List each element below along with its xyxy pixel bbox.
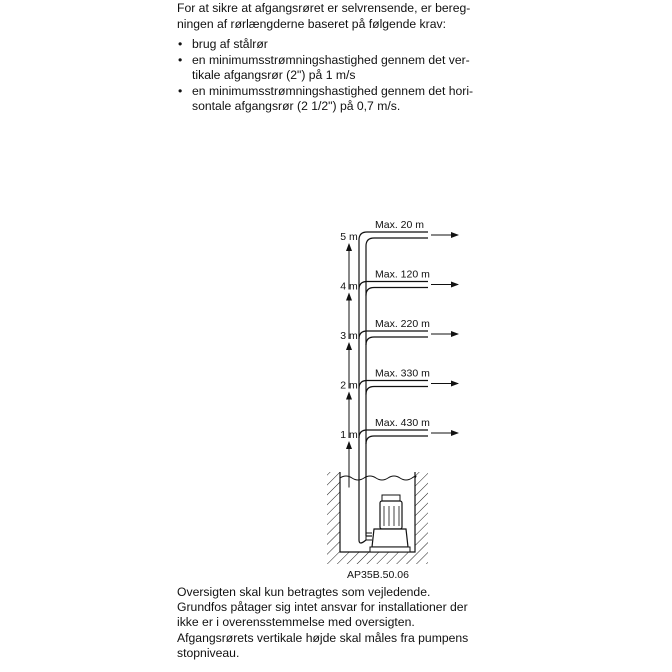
height-label: 4 m xyxy=(340,280,358,293)
pipe-inner-wall xyxy=(366,387,428,395)
pipe-network xyxy=(359,219,458,543)
max-length-label: Max. 220 m xyxy=(375,318,430,330)
notes-paragraph xyxy=(177,585,468,661)
note-line: Grundfos påtager sig intet ansvar for installationer der xyxy=(177,600,468,615)
list-item-line: en minimumsstrømningshastighed gennem det ver- xyxy=(192,52,470,67)
pipe-inner-wall xyxy=(366,238,428,246)
pipe-branch xyxy=(359,269,458,296)
pump-handle xyxy=(382,495,400,501)
height-label: 1 m xyxy=(340,429,358,441)
note-line: Oversigten skal kun betragtes som vejledende. xyxy=(177,585,431,599)
max-length-label: Max. 430 m xyxy=(375,417,430,429)
intro-line: ningen af rørlængderne baseret på følgende krav: xyxy=(177,16,446,31)
max-length-label: Max. 120 m xyxy=(375,268,430,281)
pit-wall-left xyxy=(327,472,340,552)
pipe-branch xyxy=(359,417,458,444)
bullet-icon: • xyxy=(178,37,183,51)
height-label: 5 m xyxy=(340,231,358,243)
intro-line: For at sikre at afgangsrøret er selvrensende, er bereg- xyxy=(177,1,471,15)
list-item-line: tikale afgangsrør (2") på 1 m/s xyxy=(192,68,356,83)
list-item-line: brug af stålrør xyxy=(192,37,268,51)
pump xyxy=(366,495,410,552)
pump-base xyxy=(370,547,410,552)
note-line: Afgangsrørets vertikale højde skal måles fra pumpens xyxy=(177,630,469,645)
pipe-branch xyxy=(359,219,458,246)
note-line: ikke er i overensstemmelse med oversigten. xyxy=(177,615,415,630)
pipe-branch xyxy=(359,368,458,395)
pipe-branch xyxy=(359,318,458,345)
riser-bend xyxy=(359,540,366,543)
max-length-label: Max. 20 m xyxy=(375,219,425,231)
height-label: 2 m xyxy=(340,379,358,392)
bullet-icon: • xyxy=(178,83,183,98)
list-item-line: sontale afgangsrør (2 1/2") på 0,7 m/s. xyxy=(192,99,401,114)
pipe-inner-wall xyxy=(366,337,428,345)
height-axis xyxy=(340,231,358,488)
list-item-line: en minimumsstrømningshastighed gennem det hori- xyxy=(192,83,474,98)
pit-wall-right xyxy=(415,472,428,552)
note-line: stopniveau. xyxy=(177,645,240,660)
pump-volute xyxy=(372,529,408,547)
pit-floor xyxy=(327,552,428,564)
height-label: 3 m xyxy=(340,330,358,342)
max-length-label: Max. 330 m xyxy=(375,367,430,380)
pipe-inner-wall xyxy=(366,436,428,444)
water-level xyxy=(340,476,416,480)
bullet-icon: • xyxy=(178,52,183,67)
pipe-inner-wall xyxy=(366,288,428,296)
figure-caption: AP35B.50.06 xyxy=(347,569,409,581)
